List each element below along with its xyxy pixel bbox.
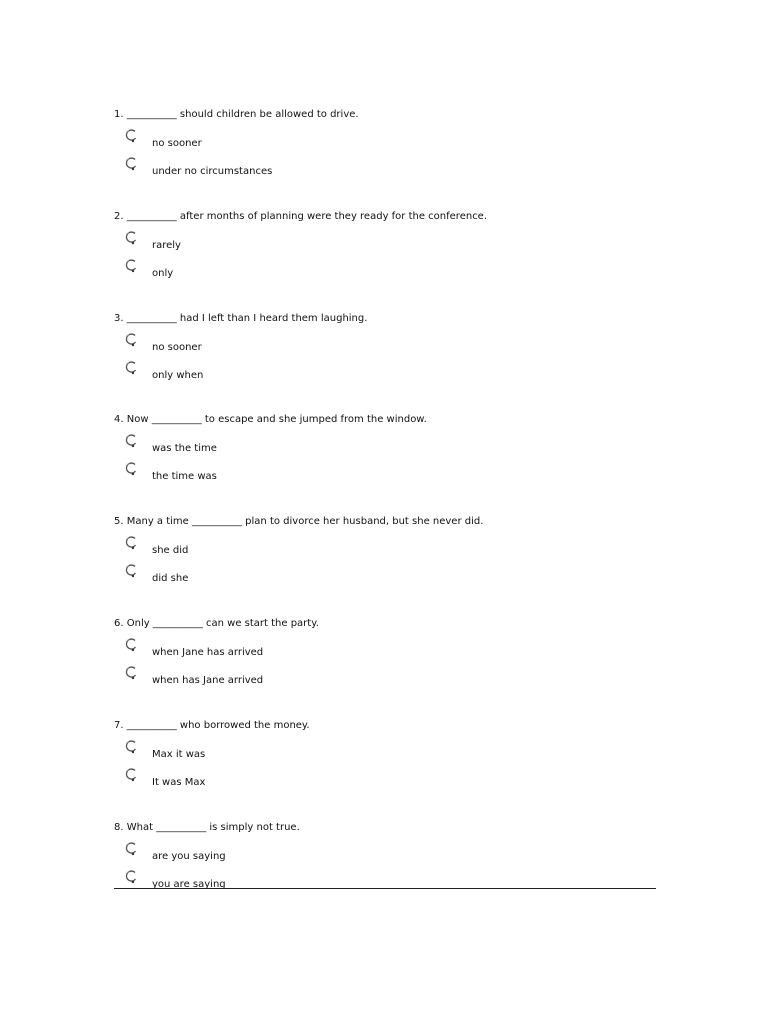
option-label: no sooner (152, 138, 202, 149)
option-8a[interactable] (124, 841, 524, 861)
option-7b[interactable] (124, 767, 524, 787)
question-number: 1. (114, 109, 124, 120)
quiz (114, 108, 656, 922)
question-number: 6. (114, 617, 124, 629)
question-number: 5. (114, 516, 124, 528)
question-text (114, 515, 483, 529)
question-prompt: __________ should children be allowed to drive. (126, 109, 359, 120)
radio-button-icon[interactable] (124, 869, 138, 885)
option-2a[interactable] (124, 230, 524, 250)
question-text (114, 617, 319, 631)
question-number: 8. (114, 821, 124, 833)
option-1a[interactable] (124, 128, 524, 148)
option-5a[interactable] (124, 535, 524, 555)
radio-button-icon[interactable] (124, 739, 138, 755)
option-label: no sooner (152, 341, 202, 353)
radio-button-icon[interactable] (124, 767, 138, 783)
radio-button-icon[interactable] (124, 461, 138, 477)
option-label: you are saying (152, 878, 226, 890)
question-prompt: Many a time __________ plan to divorce her husband, but she never did. (126, 516, 484, 528)
option-1b[interactable] (124, 156, 524, 176)
question-prompt: Now __________ to escape and she jumped from the window. (126, 414, 427, 426)
option-label: when has Jane arrived (152, 674, 264, 686)
question-number: 3. (114, 312, 124, 324)
option-label: only (152, 267, 174, 279)
option-2b[interactable] (124, 258, 524, 278)
radio-button-icon[interactable] (124, 230, 138, 246)
option-label: was the time (152, 443, 217, 455)
question-1 (114, 108, 656, 210)
radio-button-icon[interactable] (124, 258, 138, 274)
bottom-divider (114, 888, 656, 889)
option-label: the time was (152, 471, 217, 483)
option-6b[interactable] (124, 665, 524, 685)
question-number: 4. (114, 414, 124, 426)
question-5 (114, 515, 656, 617)
question-text (114, 312, 367, 326)
option-5b[interactable] (124, 563, 524, 583)
option-8b[interactable] (124, 869, 524, 889)
option-4a[interactable] (124, 433, 524, 453)
option-label: when Jane has arrived (152, 646, 264, 658)
option-4b[interactable] (124, 461, 524, 481)
option-3a[interactable] (124, 332, 524, 352)
question-prompt: __________ had I left than I heard them laughing. (126, 312, 368, 324)
question-8 (114, 821, 656, 923)
question-text (114, 821, 300, 835)
radio-button-icon[interactable] (124, 563, 138, 579)
radio-button-icon[interactable] (124, 128, 138, 144)
question-text (114, 108, 359, 122)
question-prompt: What __________ is simply not true. (126, 821, 300, 833)
option-label: she did (152, 545, 189, 557)
radio-button-icon[interactable] (124, 535, 138, 551)
question-7 (114, 719, 656, 821)
question-text (114, 413, 427, 427)
radio-button-icon[interactable] (124, 360, 138, 376)
option-7a[interactable] (124, 739, 524, 759)
option-label: only when (152, 369, 204, 381)
option-label: Max it was (152, 748, 206, 760)
question-number: 7. (114, 719, 124, 731)
question-text (114, 210, 487, 224)
radio-button-icon[interactable] (124, 637, 138, 653)
radio-button-icon[interactable] (124, 433, 138, 449)
radio-button-icon[interactable] (124, 332, 138, 348)
question-prompt: __________ who borrowed the money. (126, 719, 310, 731)
radio-button-icon[interactable] (124, 841, 138, 857)
option-6a[interactable] (124, 637, 524, 657)
option-label: rarely (152, 239, 181, 251)
question-2 (114, 210, 656, 312)
question-prompt: Only __________ can we start the party. (126, 617, 319, 629)
question-4 (114, 413, 656, 515)
question-number: 2. (114, 210, 124, 222)
question-text (114, 719, 310, 733)
question-prompt: __________ after months of planning were they ready for the conference. (126, 210, 488, 222)
option-label: It was Max (152, 776, 206, 788)
question-3 (114, 312, 656, 414)
option-label: under no circumstances (152, 166, 273, 177)
option-label: are you saying (152, 850, 226, 862)
radio-button-icon[interactable] (124, 156, 138, 172)
option-label: did she (152, 573, 189, 585)
radio-button-icon[interactable] (124, 665, 138, 681)
question-6 (114, 617, 656, 719)
option-3b[interactable] (124, 360, 524, 380)
